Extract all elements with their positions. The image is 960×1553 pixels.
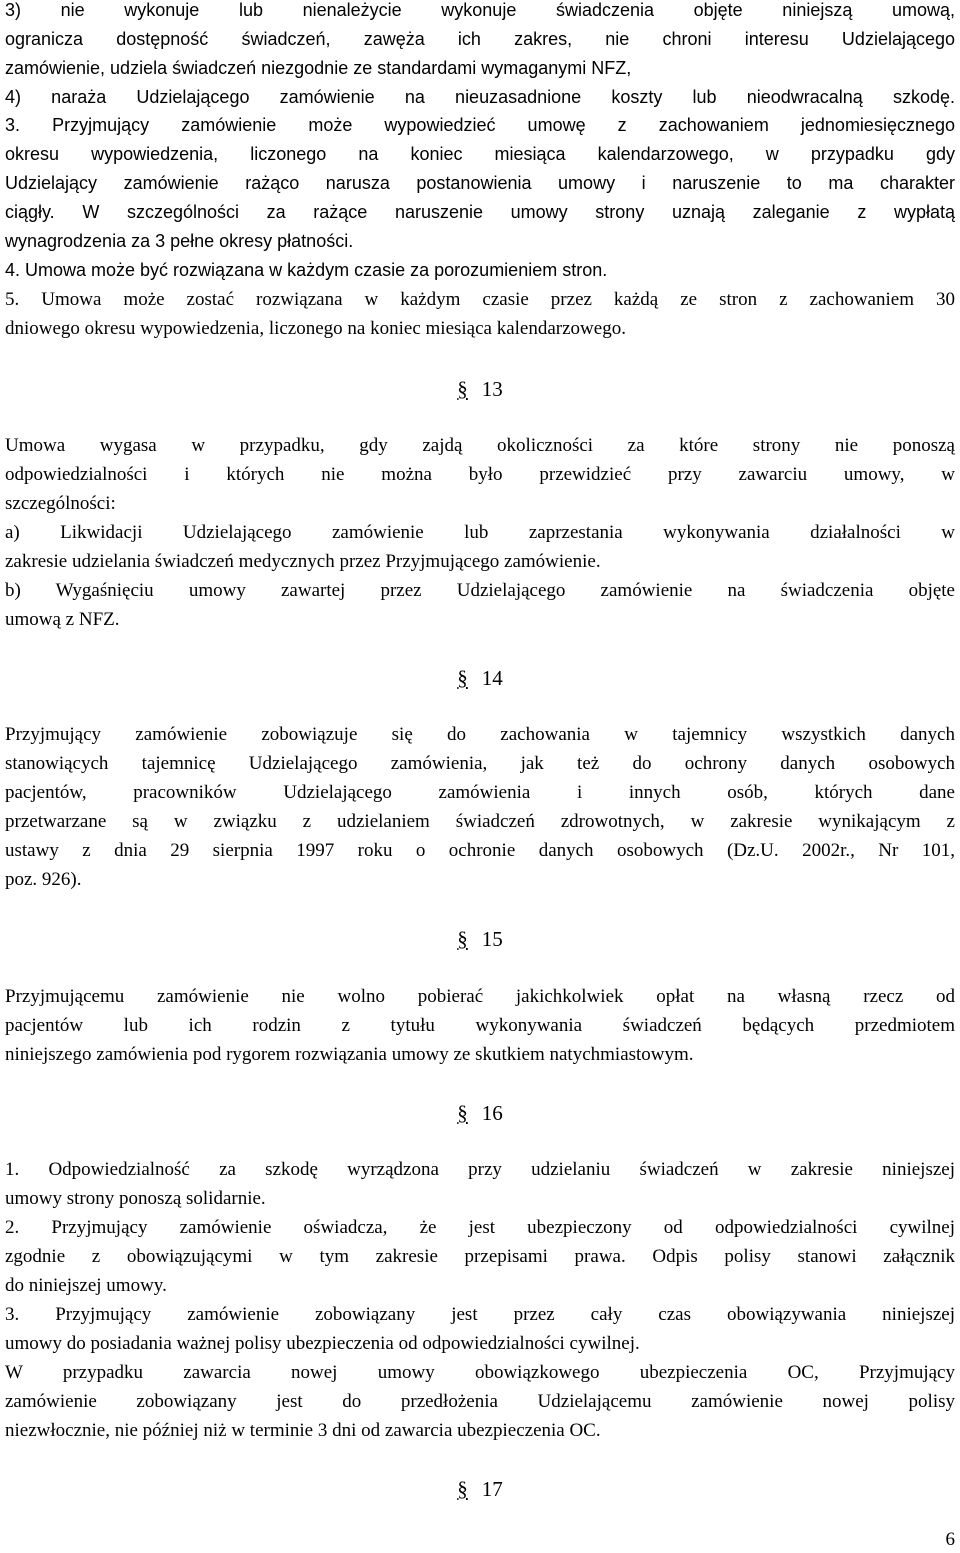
text-line: a) Likwidacji Udzielającego zamówienie lub zaprzestania wykonywania działalności w: [5, 522, 955, 543]
page-number: 6: [945, 1529, 955, 1550]
text-line: b) Wygaśnięciu umowy zawartej przez Udzielającego zamówienie na świadczenia objęte: [5, 580, 955, 601]
text-line: dniowego okresu wypowiedzenia, liczonego na koniec miesiąca kalendarzowego.: [5, 318, 626, 339]
text-line: zamówienie, udziela świadczeń niezgodnie ze standardami wymaganymi NFZ,: [5, 58, 632, 78]
text-line: zgodnie z obowiązującymi w tym zakresie przepisami prawa. Odpis polisy stanowi załącznik: [5, 1246, 955, 1267]
text-line: umowy strony ponoszą solidarnie.: [5, 1188, 266, 1209]
text-line: wynagrodzenia za 3 pełne okresy płatności.: [5, 231, 354, 251]
text-line: 5. Umowa może zostać rozwiązana w każdym czasie przez każdą ze stron z zachowaniem 30: [5, 289, 955, 310]
text-line: stanowiących tajemnicę Udzielającego zamówienia, jak też do ochrony danych osobowych: [5, 753, 955, 774]
text-line: niezwłocznie, nie później niż w terminie 3 dni od zawarcia ubezpieczenia OC.: [5, 1420, 601, 1441]
section-symbol: §: [457, 666, 468, 690]
section-symbol: §: [457, 1101, 468, 1125]
text-line: 3) nie wykonuje lub nienależycie wykonuje świadczenia objęte niniejszą umową,: [5, 0, 955, 20]
text-line: Przyjmujący zamówienie zobowiązuje się do zachowania w tajemnicy wszystkich danych: [5, 724, 955, 745]
text-line: umowy do posiadania ważnej polisy ubezpieczenia od odpowiedzialności cywilnej.: [5, 1333, 640, 1354]
text-line: odpowiedzialności i których nie można było przewidzieć przy zawarciu umowy, w: [5, 464, 955, 485]
section-symbol: §: [457, 1477, 468, 1501]
section-number: 16: [481, 1101, 503, 1125]
text-line: 3. Przyjmujący zamówienie może wypowiedzieć umowę z zachowaniem jednomiesięcznego: [5, 115, 955, 135]
text-line: Przyjmującemu zamówienie nie wolno pobierać jakichkolwiek opłat na własną rzecz od: [5, 986, 955, 1007]
text-line: 4) naraża Udzielającego zamówienie na nieuzasadnione koszty lub nieodwracalną szkodę.: [5, 87, 955, 107]
text-line: przetwarzane są w związku z udzielaniem świadczeń zdrowotnych, w zakresie wynikającym z: [5, 811, 955, 832]
text-line: 4. Umowa może być rozwiązana w każdym czasie za porozumieniem stron.: [5, 260, 608, 280]
text-line: 1. Odpowiedzialność za szkodę wyrządzona przy udzielaniu świadczeń w zakresie niniejszej: [5, 1159, 955, 1180]
text-line: ciągły. W szczególności za rażące naruszenie umowy strony uznają zaleganie z wypłatą: [5, 202, 955, 222]
section-symbol: §: [457, 377, 468, 401]
section-heading-13: [0, 374, 960, 404]
text-line: ustawy z dnia 29 sierpnia 1997 roku o ochronie danych osobowych (Dz.U. 2002r., Nr 101,: [5, 840, 955, 861]
section-heading-14: [0, 663, 960, 693]
section-number: 17: [481, 1477, 503, 1501]
text-line: niniejszego zamówienia pod rygorem rozwiązania umowy ze skutkiem natychmiastowym.: [5, 1044, 694, 1065]
section-number: 13: [481, 377, 503, 401]
text-line: do niniejszej umowy.: [5, 1275, 167, 1296]
text-line: Umowa wygasa w przypadku, gdy zajdą okoliczności za które strony nie ponoszą: [5, 435, 955, 456]
text-line: Udzielający zamówienie rażąco narusza postanowienia umowy i naruszenie to ma charakter: [5, 173, 955, 193]
text-line: poz. 926).: [5, 869, 82, 890]
text-line: 2. Przyjmujący zamówienie oświadcza, że jest ubezpieczony od odpowiedzialności cywilnej: [5, 1217, 955, 1238]
text-line: szczególności:: [5, 493, 116, 514]
section-number: 15: [481, 927, 503, 951]
text-line: W przypadku zawarcia nowej umowy obowiązkowego ubezpieczenia OC, Przyjmujący: [5, 1362, 955, 1383]
text-line: umową z NFZ.: [5, 609, 120, 630]
text-line: pacjentów lub ich rodzin z tytułu wykonywania świadczeń będących przedmiotem: [5, 1015, 955, 1036]
section-heading-15: [0, 924, 960, 954]
text-line: 3. Przyjmujący zamówienie zobowiązany jest przez cały czas obowiązywania niniejszej: [5, 1304, 955, 1325]
section-number: 14: [481, 666, 503, 690]
section-symbol: §: [457, 927, 468, 951]
section-heading-16: [0, 1098, 960, 1128]
section-heading-17: [0, 1474, 960, 1504]
text-line: okresu wypowiedzenia, liczonego na koniec miesiąca kalendarzowego, w przypadku gdy: [5, 144, 955, 164]
text-line: pacjentów, pracowników Udzielającego zamówienia i innych osób, których dane: [5, 782, 955, 803]
text-line: zakresie udzielania świadczeń medycznych przez Przyjmującego zamówienie.: [5, 551, 601, 572]
text-line: zamówienie zobowiązany jest do przedłożenia Udzielającemu zamówienie nowej polisy: [5, 1391, 955, 1412]
text-line: ogranicza dostępność świadczeń, zawęża ich zakres, nie chroni interesu Udzielającego: [5, 29, 955, 49]
